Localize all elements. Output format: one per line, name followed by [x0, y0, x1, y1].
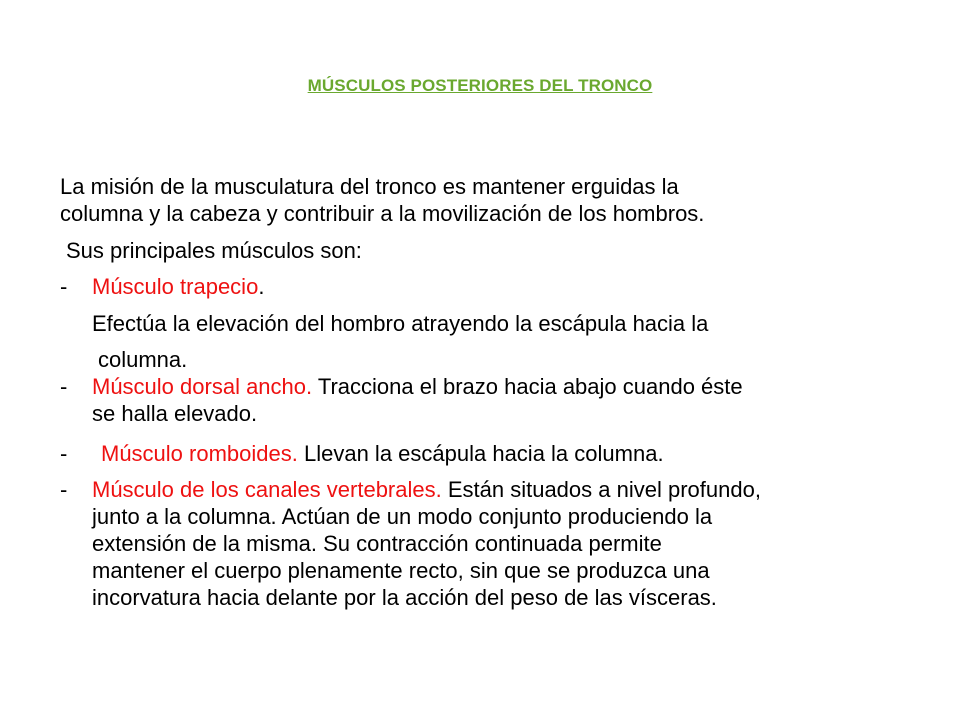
muscle-name: Músculo romboides. — [101, 441, 298, 466]
item-desc-line: Están situados a nivel profundo, — [441, 477, 761, 502]
muscle-name: Músculo dorsal ancho. — [92, 374, 313, 399]
intro-line-2: columna y la cabeza y contribuir a la movilización de los hombros. — [60, 201, 705, 226]
intro-line-1: La misión de la musculatura del tronco es mantener erguidas la — [60, 174, 679, 199]
list-item-canales-vertebrales — [92, 476, 912, 503]
bullet-marker: - — [60, 374, 68, 399]
slide-title: MÚSCULOS POSTERIORES DEL TRONCO — [307, 76, 653, 95]
item-desc-line: Llevan la escápula hacia la columna. — [297, 441, 664, 466]
muscle-name: Músculo de los canales vertebrales. — [92, 477, 442, 502]
bullet-marker: - — [60, 274, 68, 299]
bullet-marker: - — [60, 477, 68, 502]
item-desc-line: Efectúa la elevación del hombro atrayendo la escápula hacia la — [92, 311, 709, 336]
item-desc-line: se halla elevado. — [92, 401, 258, 426]
muscle-name-punct: . — [258, 274, 265, 299]
item-desc-line: mantener el cuerpo plenamente recto, sin que se produzca una — [92, 558, 710, 583]
item-desc-line: columna. — [98, 347, 188, 372]
bullet-marker: - — [60, 441, 68, 466]
list-item-romboides — [101, 440, 921, 467]
item-desc-line: Tracciona el brazo hacia abajo cuando éste — [312, 374, 743, 399]
item-desc-line: junto a la columna. Actúan de un modo conjunto produciendo la — [92, 504, 713, 529]
subtitle: Sus principales músculos son: — [66, 238, 362, 263]
muscle-name: Músculo trapecio — [92, 274, 259, 299]
item-desc-line: incorvatura hacia delante por la acción del peso de las vísceras. — [92, 585, 717, 610]
item-desc-line: extensión de la misma. Su contracción continuada permite — [92, 531, 662, 556]
list-item-dorsal-ancho — [92, 373, 912, 400]
list-item-trapecio — [92, 273, 912, 300]
